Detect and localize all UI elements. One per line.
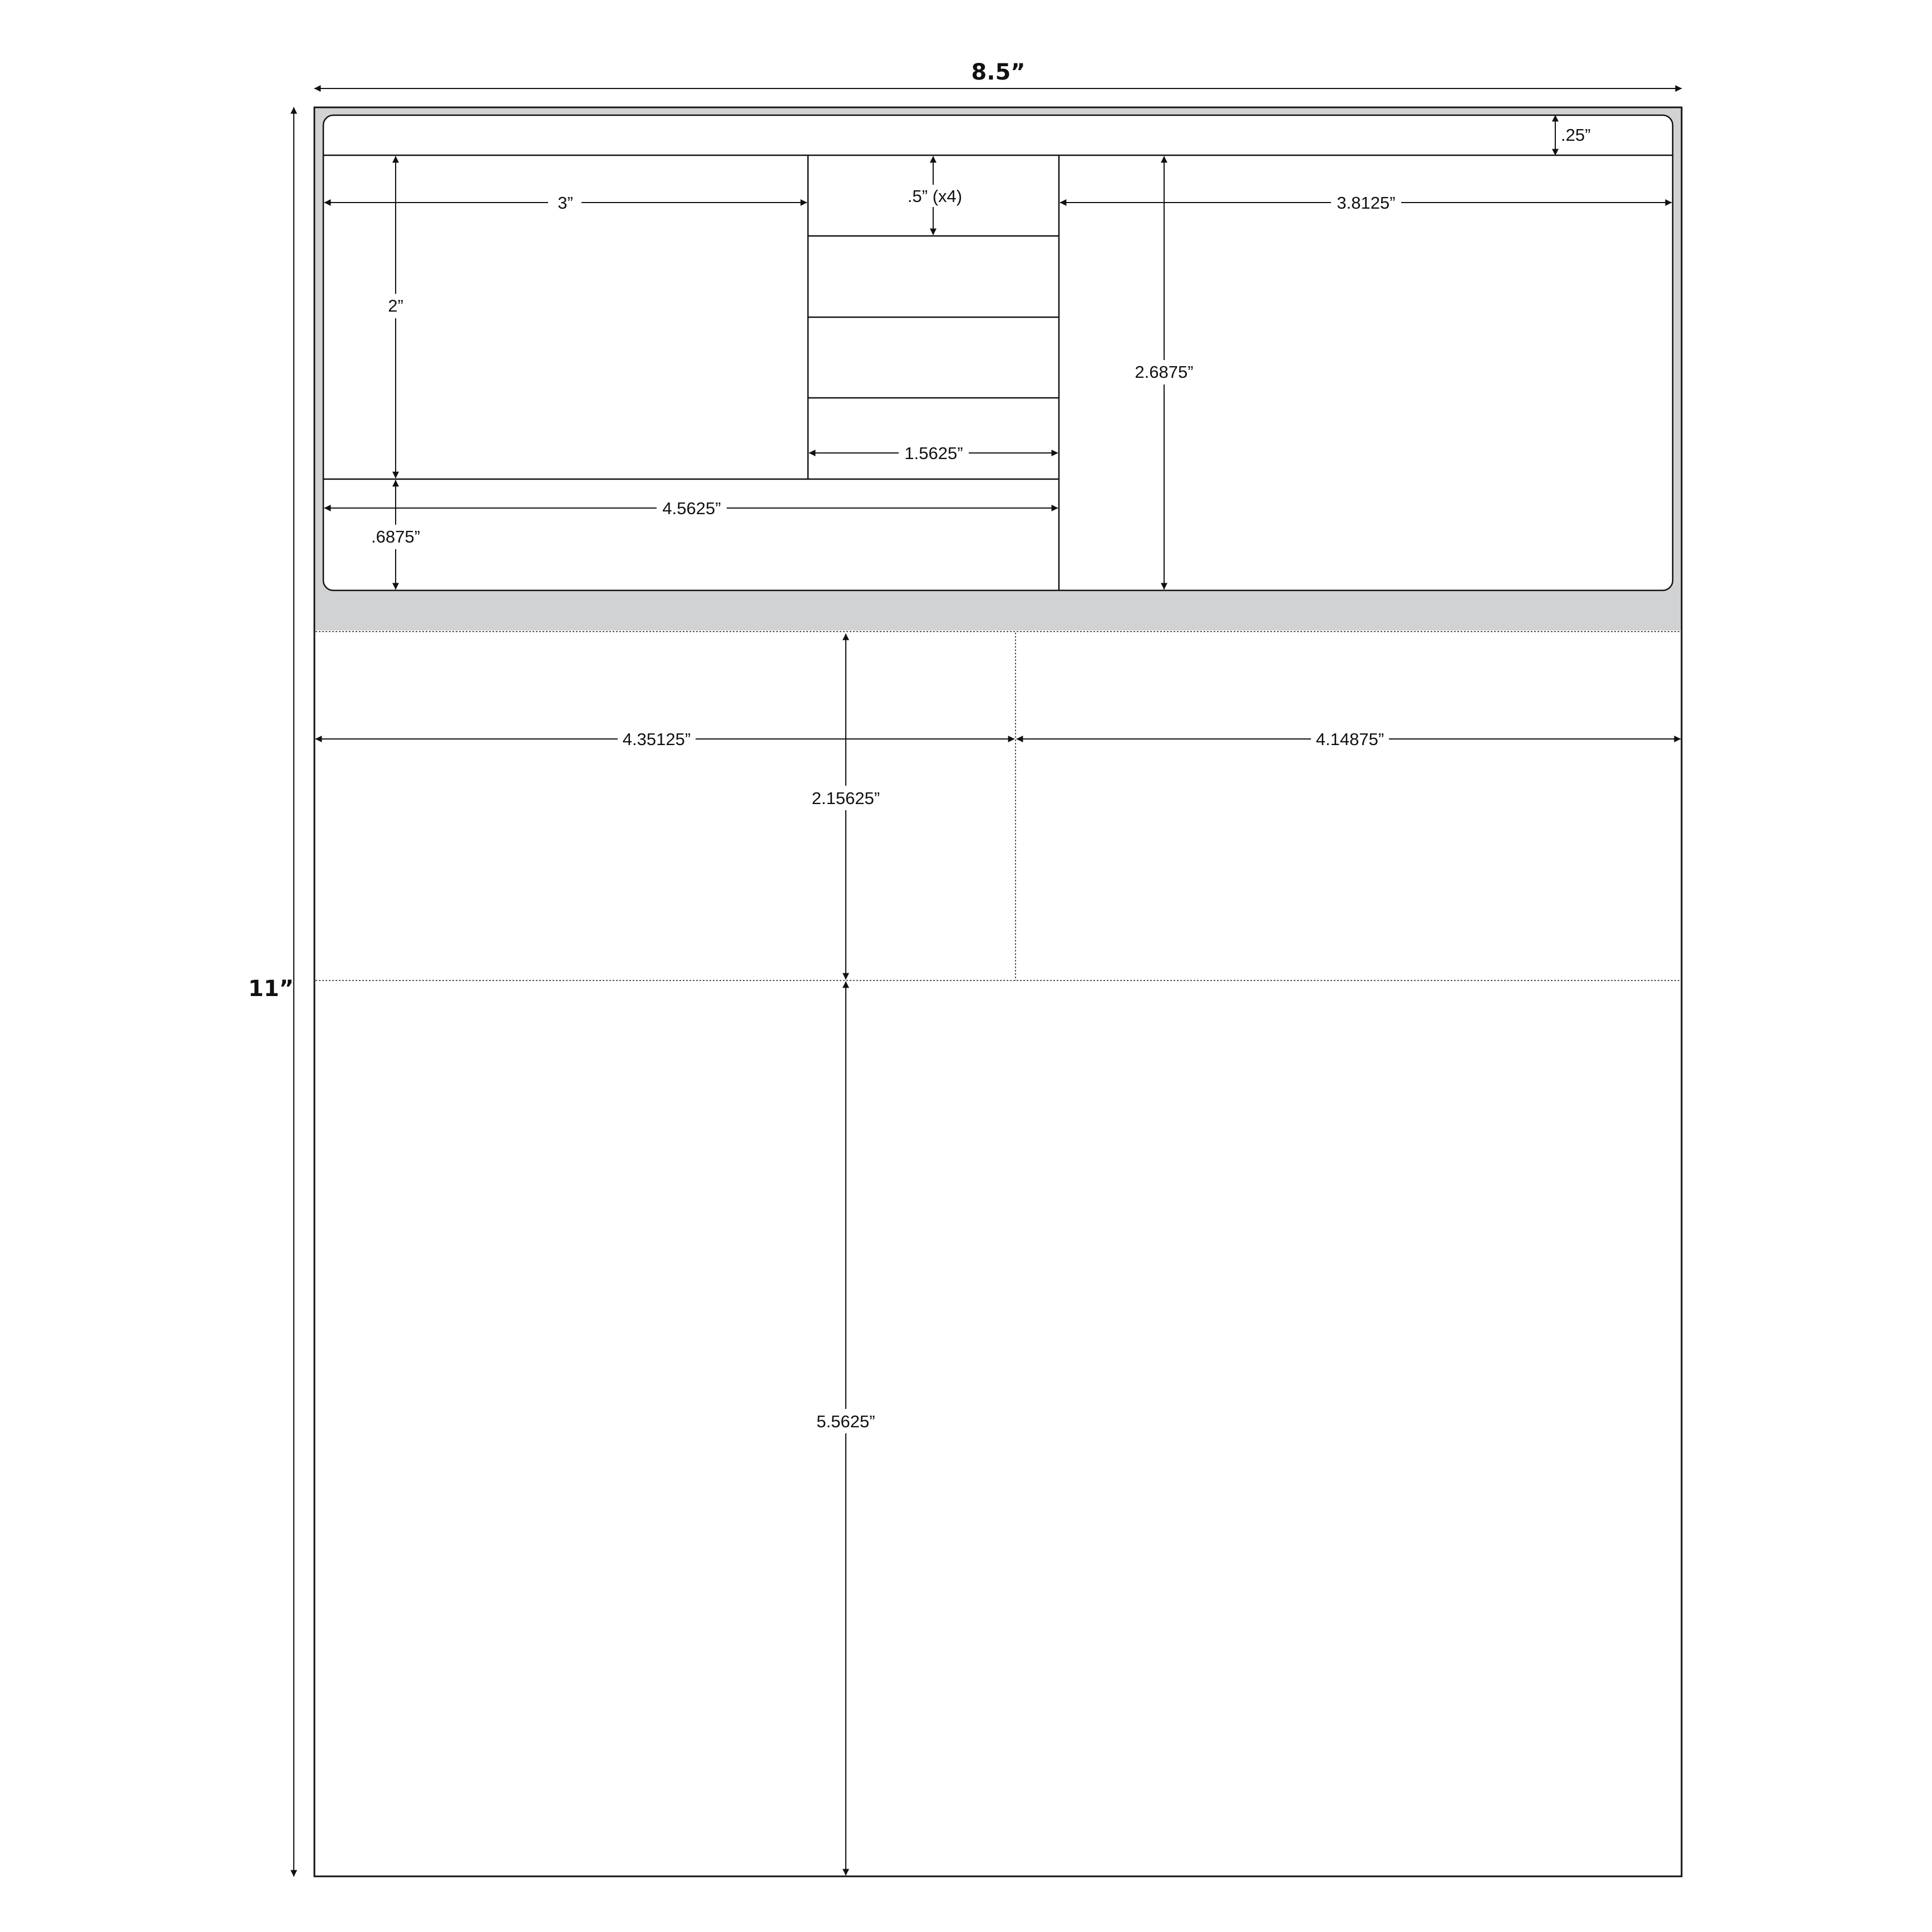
dim-label-a-width-label: 3” — [558, 193, 573, 213]
dim-sheet-width-label: 8.5” — [971, 60, 1026, 85]
dim-bottom-strip-height-label: .6875” — [371, 527, 420, 546]
dim-small-label-height-label: .5” (x4) — [907, 186, 963, 206]
dim-right-label-width-label: 3.8125” — [1337, 193, 1396, 213]
dim-sheet-height-label: 11” — [248, 976, 294, 1002]
label-face — [323, 115, 1673, 590]
dim-top-strip-label: .25” — [1561, 125, 1591, 145]
dim-small-label-width-label: 1.5625” — [904, 443, 963, 463]
dim-bottom-strip-width-label: 4.5625” — [662, 499, 721, 518]
dim-mid-right-width-label: 4.14875” — [1315, 730, 1384, 749]
dim-bottom-height-label: 5.5625” — [816, 1412, 875, 1431]
dim-right-label-height-label: 2.6875” — [1135, 362, 1194, 382]
dim-mid-height-label: 2.15625” — [811, 788, 880, 808]
dim-label-a-height-label: 2” — [388, 296, 403, 316]
dim-mid-left-width-label: 4.35125” — [622, 730, 691, 749]
